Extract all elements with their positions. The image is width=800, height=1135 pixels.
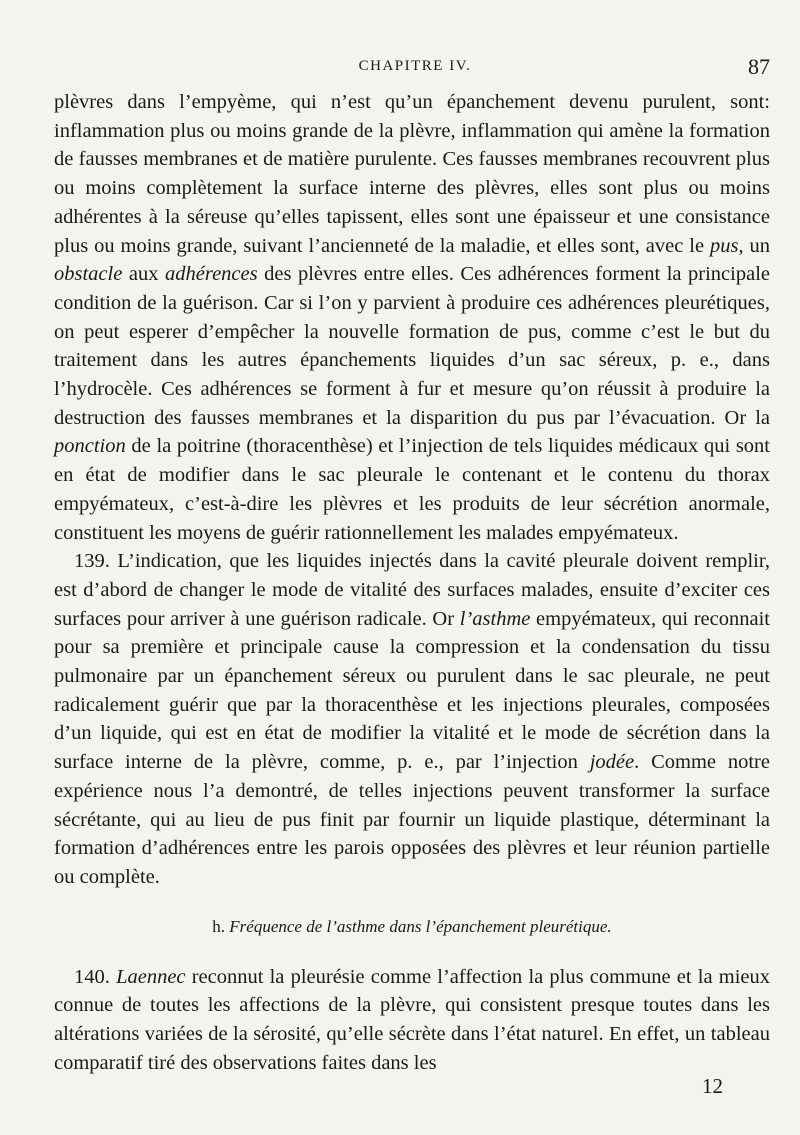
emphasis-pus: pus	[709, 234, 739, 257]
emphasis-adherences: adhérences	[165, 263, 258, 286]
paragraph-140: 140. Laennec reconnut la pleurésie comme l’affection la plus commune et la mieux connue de toutes les affections de la plèvre, qui consistent presque toutes dans les altérations variées de la sérosité, qu’elle sécrète dans l’état naturel. En effet, un tableau comparatif tiré des observations faites dans les	[54, 965, 770, 1074]
section-title: Fréquence de l’asthme dans l’épanchement pleurétique.	[229, 916, 612, 936]
emphasis-obstacle: obstacle	[54, 263, 123, 286]
paragraph-empyeme: plèvres dans l’empyème, qui n’est qu’un épanchement devenu purulent, sont: inflammation plus ou moins grande de la plèvre, inflammation qui amène la formation de fausses membranes et de matière purulente. Ces fausses membranes recouvrent plus ou moins complètement la surface interne des plèvres, elles sont plus ou moins adhérentes à la séreuse qu’elles tapissent, elles sont une épaisseur et une consistance plus ou moins grande, suivant l’ancienneté de la maladie, et elles sont, avec le pus, un obstacle aux adhérences des plèvres entre elles. Ces adhérences forment la principale condition de la guérison. Car si l’on y parvient à produire ces adhérences pleurétiques, on peut esperer d’empêcher la nouvelle formation de pus, comme c’est le but du traitement dans les autres épanchements liquides d’un sac séreux, p. e., dans l’hydrocèle. Ces adhérences se forment à fur et mesure qu’on réussit à produire la destruction des fausses membranes et la disparition du pus par l’évacuation. Or la ponction de la poitrine (thoracenthèse) et l’injection de tels liquides médicaux qui sont en état de modifier dans le sac pleurale le contenant et le contenu du thorax empyémateux, c’est-à-dire les plèvres et les produits de leur sécrétion anormale, constituent les moyens de guérir rationnellement les malades empyémateux.	[54, 91, 770, 544]
section-label: h.	[212, 916, 226, 936]
emphasis-asthme: l’asthme	[459, 607, 531, 630]
signature-mark: 12	[702, 1074, 723, 1098]
page-header	[60, 50, 770, 90]
page-number: 87	[748, 54, 770, 79]
body-text	[54, 88, 770, 1078]
emphasis-jodee: jodée	[589, 751, 635, 774]
emphasis-ponction: ponction	[54, 435, 126, 458]
running-head: CHAPITRE IV.	[358, 58, 472, 74]
emphasis-laennec: Laennec	[116, 965, 186, 988]
section-heading	[54, 915, 770, 939]
paragraph-139: 139. L’indication, que les liquides injectés dans la cavité pleurale doivent remplir, est d’abord de changer le mode de vitalité des surfaces malades, ensuite d’exciter ces surfaces pour arriver à une guérison radicale. Or l’asthme empyémateux, qui reconnait pour sa première et principale cause la compression et la condensation du tissu pulmonaire par un épanchement séreux ou purulent dans le sac pleurale, ne peut radicalement guérir que par la thoracenthèse et les injections pleurales, composées d’un liquide, qui est en état de modifier la vitalité et le mode de sécrétion dans la surface interne de la plèvre, comme, p. e., par l’injection jodée. Comme notre expérience nous l’a demontré, de telles injections peuvent transformer la surface sécrétante, qui au lieu de pus finit par fournir un liquide plastique, déterminant la formation d’adhérences entre les parois opposées des plèvres et leur réunion partielle ou complète.	[54, 550, 770, 888]
